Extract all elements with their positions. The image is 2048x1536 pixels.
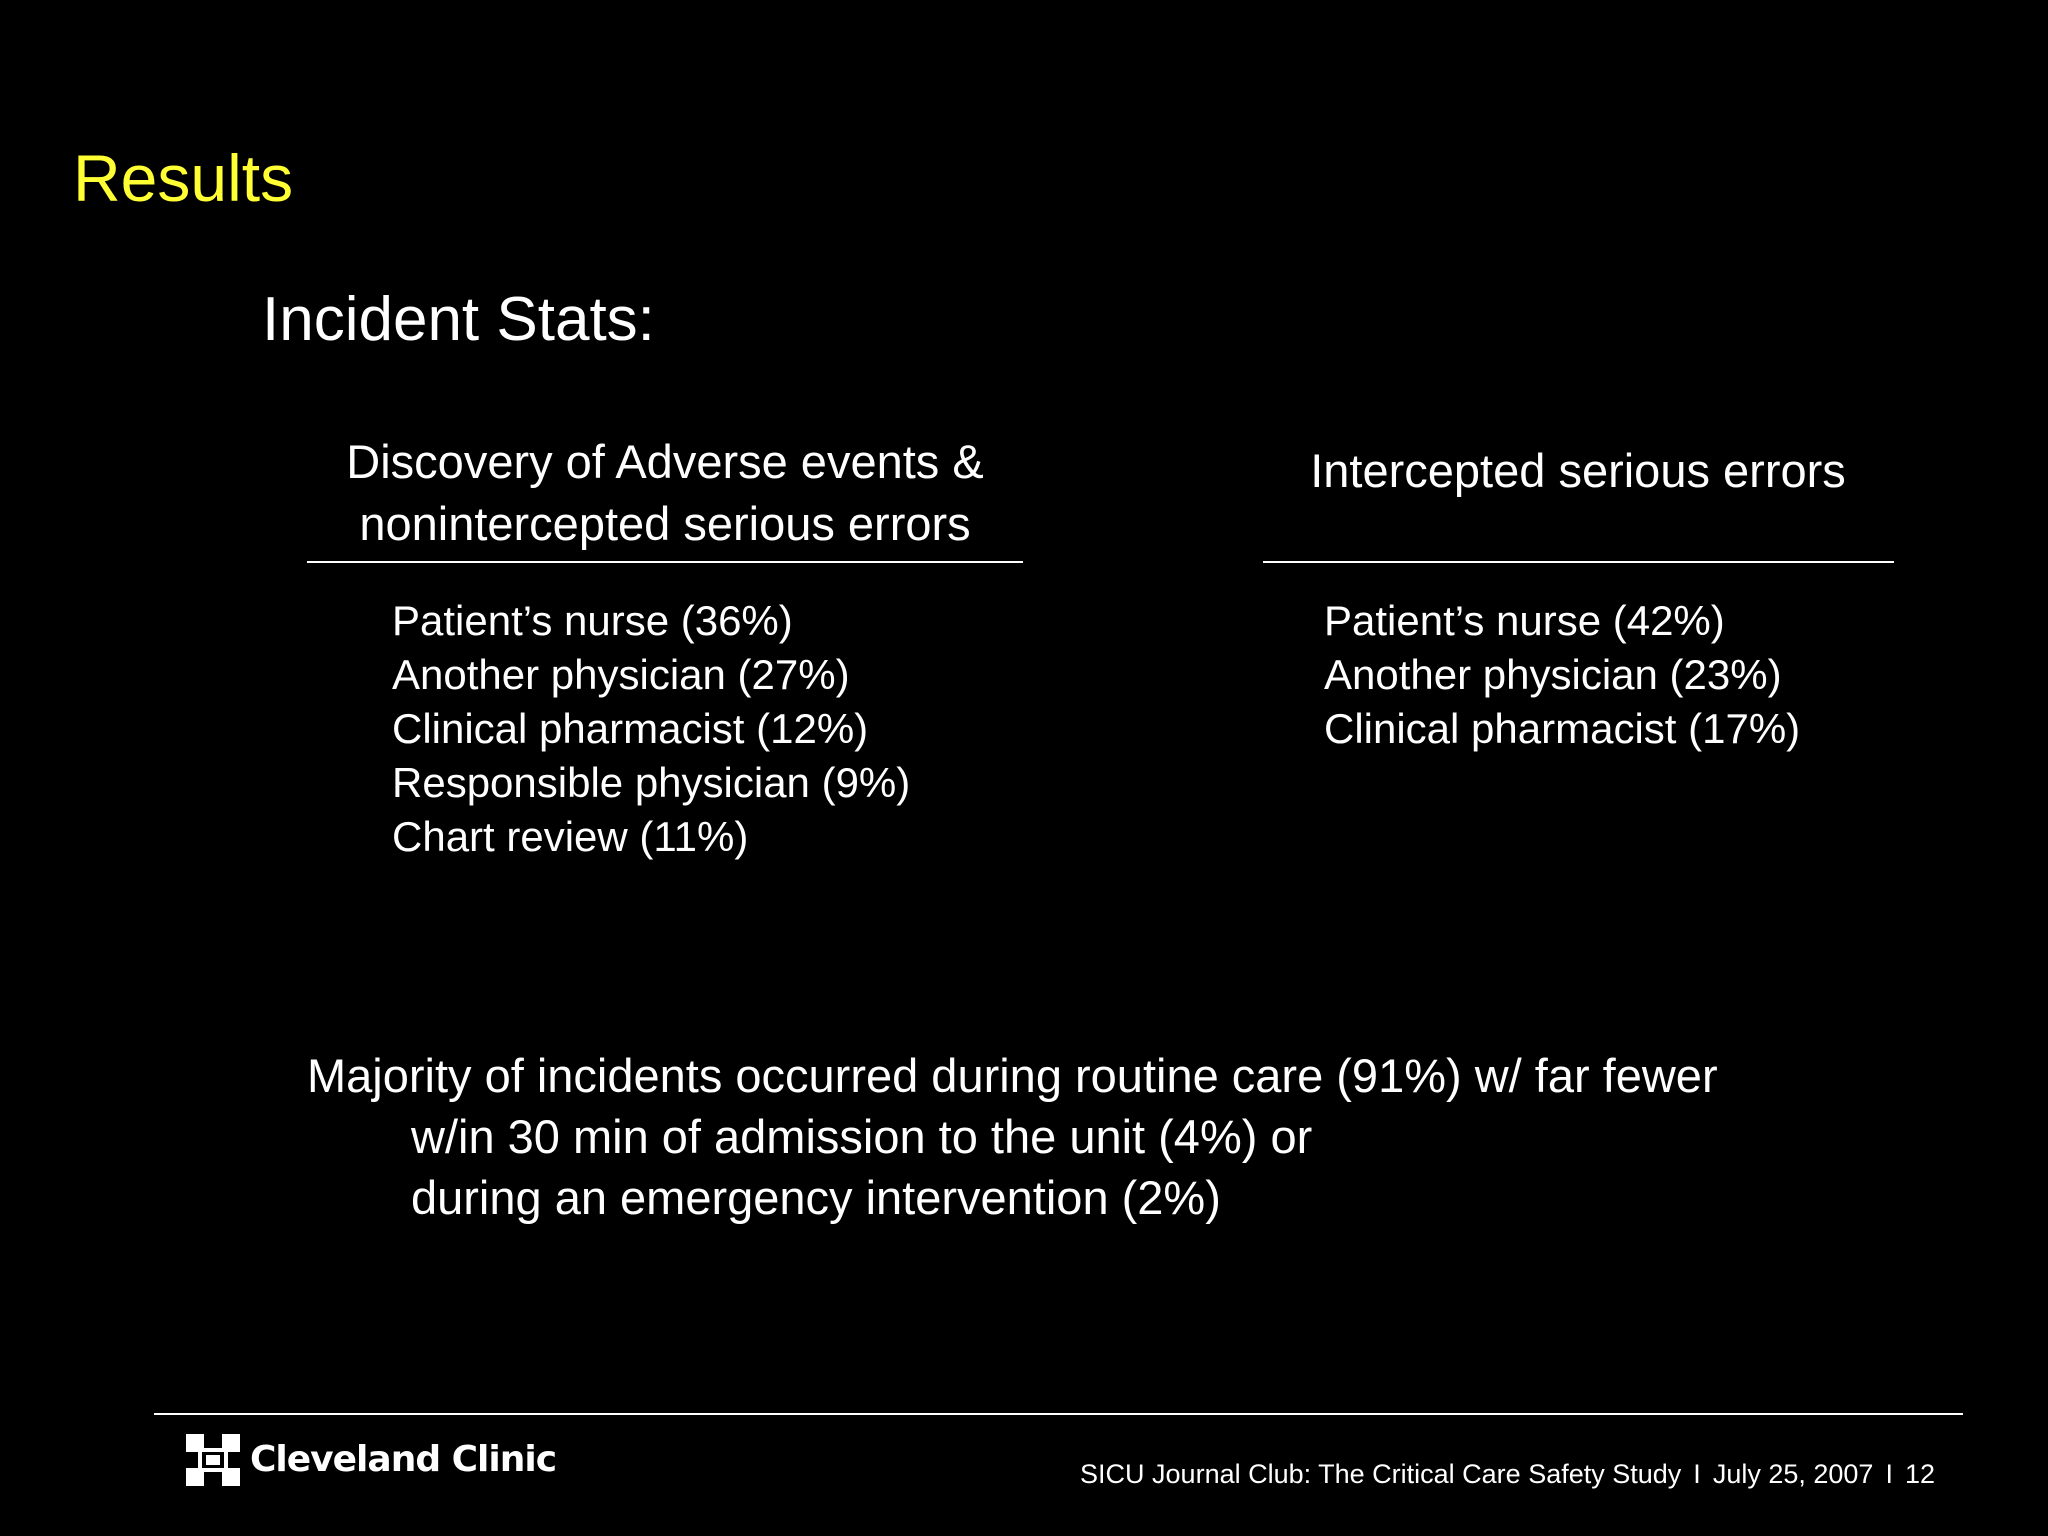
slide-title: Results	[73, 141, 294, 215]
right-stat-list	[1324, 594, 1800, 756]
cleveland-clinic-cross-icon	[186, 1434, 240, 1486]
footer-separator: I	[1885, 1459, 1893, 1489]
summary-line-3: during an emergency intervention (2%)	[411, 1171, 1221, 1224]
slide-subtitle: Incident Stats:	[262, 285, 655, 354]
footer-info	[1080, 1457, 1935, 1491]
list-item: Clinical pharmacist (17%)	[1324, 705, 1801, 752]
left-column-heading	[307, 431, 1023, 555]
left-heading-divider	[307, 561, 1023, 563]
list-item: Another physician (23%)	[1324, 651, 1782, 698]
summary-paragraph	[307, 1045, 1718, 1228]
footer-divider	[154, 1413, 1963, 1415]
logo-wordmark: Cleveland Clinic	[250, 1439, 557, 1480]
presentation-title: SICU Journal Club: The Critical Care Safety Study	[1080, 1459, 1682, 1489]
list-item: Responsible physician (9%)	[392, 759, 911, 806]
left-heading-line-1: Discovery of Adverse events &	[346, 435, 984, 488]
summary-line-1: Majority of incidents occurred during routine care (91%) w/ far fewer	[307, 1049, 1718, 1102]
left-heading-line-2: nonintercepted serious errors	[359, 497, 971, 550]
presentation-date: July 25, 2007	[1712, 1459, 1874, 1489]
left-stat-list	[392, 594, 910, 864]
cleveland-clinic-logo	[186, 1434, 556, 1486]
page-number: 12	[1904, 1459, 1935, 1489]
list-item: Patient’s nurse (42%)	[1324, 597, 1725, 644]
list-item: Clinical pharmacist (12%)	[392, 705, 869, 752]
footer-separator: I	[1693, 1459, 1701, 1489]
list-item: Chart review (11%)	[392, 813, 749, 860]
right-column-heading: Intercepted serious errors	[1310, 444, 1846, 497]
summary-line-2: w/in 30 min of admission to the unit (4%) or	[411, 1110, 1313, 1163]
right-heading-divider	[1263, 561, 1894, 563]
list-item: Another physician (27%)	[392, 651, 850, 698]
list-item: Patient’s nurse (36%)	[392, 597, 793, 644]
